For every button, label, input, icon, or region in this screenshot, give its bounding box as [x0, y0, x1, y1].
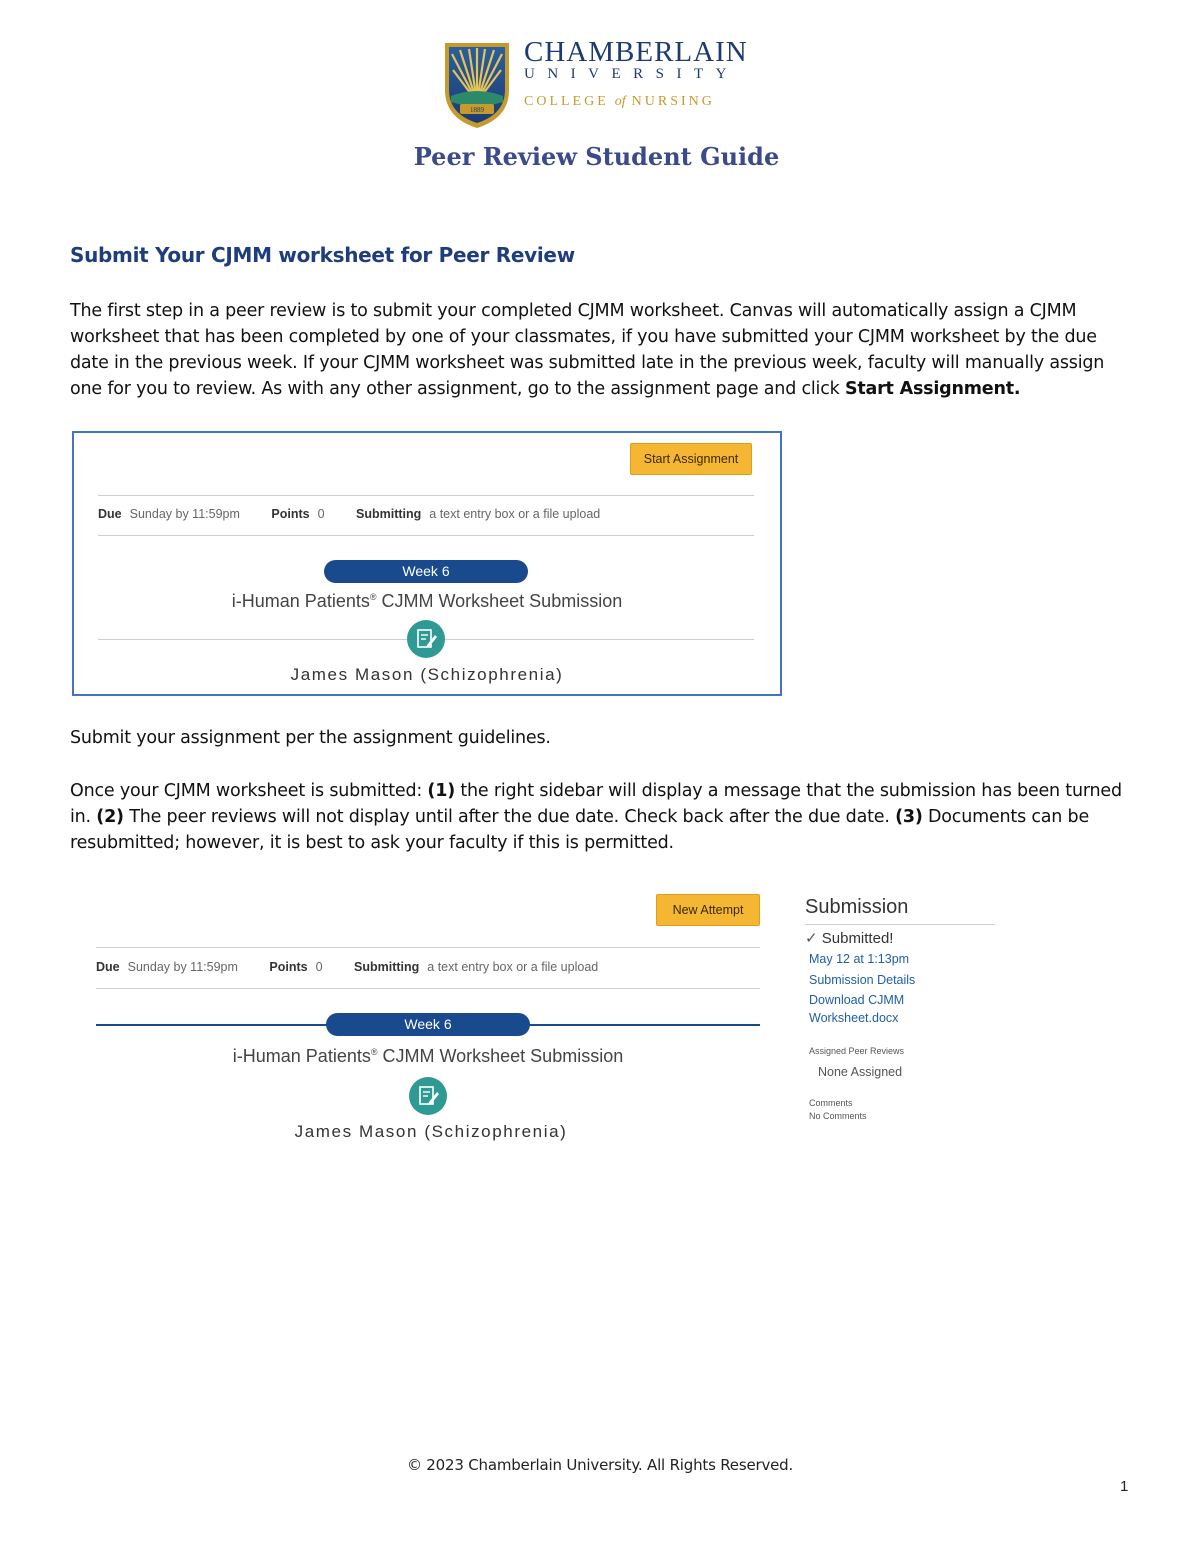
due-value: Sunday by 11:59pm — [129, 507, 240, 521]
download-worksheet-link[interactable] — [809, 993, 904, 1025]
logo-wordmark: CHAMBERLAIN — [524, 36, 748, 68]
submission-sidebar-title: Submission — [805, 896, 909, 918]
logo-university: UNIVERSITY — [524, 66, 739, 82]
assignment-title — [96, 1046, 760, 1067]
download-link-line-1: Download CJMM — [809, 993, 905, 1007]
logo-of-word: of — [614, 94, 626, 109]
submission-status — [805, 929, 893, 947]
comments-label: Comments — [809, 1098, 853, 1108]
section-heading: Submit Your CJMM worksheet for Peer Review — [70, 243, 575, 267]
assignment-meta — [98, 507, 600, 521]
comments-value: No Comments — [809, 1111, 867, 1121]
checkmark-icon: ✓ — [805, 930, 818, 947]
submission-details-link[interactable]: Submission Details — [809, 973, 916, 987]
intro-text: The first step in a peer review is to submit your completed CJMM worksheet. Canvas will automatically assign a CJMM worksheet that has been completed by one of your classmates, if you have submitted your CJMM worksheet by the due date in the previous week. If your CJMM worksheet was submitted late in the previous week, faculty will manually assign one for you to review. As with any other assignment, go to the assignment page and click — [70, 301, 1105, 399]
due-label: Due — [98, 507, 122, 521]
divider — [98, 495, 754, 496]
logo-nursing-word: NURSING — [631, 94, 715, 109]
new-attempt-button[interactable]: New Attempt — [656, 894, 760, 926]
submitting-label: Submitting — [356, 507, 422, 521]
submitting-value: a text entry box or a file upload — [427, 960, 599, 974]
week-badge: Week 6 — [324, 560, 528, 583]
submitting-value: a text entry box or a file upload — [429, 507, 601, 521]
due-label: Due — [96, 960, 120, 974]
logo-college-of-nursing — [524, 94, 715, 110]
logo-year: 1889 — [470, 106, 484, 114]
university-shield-logo — [442, 40, 512, 130]
registered-mark: ® — [370, 1047, 378, 1057]
after-submission-lead: Once your CJMM worksheet is submitted: — [70, 781, 428, 801]
divider — [96, 988, 760, 989]
intro-paragraph — [70, 298, 1140, 402]
due-value: Sunday by 11:59pm — [127, 960, 238, 974]
logo-college-word: COLLEGE — [524, 94, 609, 109]
divider — [98, 535, 754, 536]
peer-reviews-value: None Assigned — [818, 1065, 903, 1079]
patient-case-name: James Mason (Schizophrenia) — [294, 1122, 568, 1141]
registered-mark: ® — [369, 592, 377, 602]
start-assignment-emphasis: Start Assignment. — [844, 379, 1021, 399]
submitting-label: Submitting — [354, 960, 420, 974]
assignment-title — [74, 591, 780, 612]
download-link-line-2: Worksheet.docx — [809, 1011, 899, 1025]
points-value: 0 — [317, 507, 325, 521]
copyright-footer: © 2023 Chamberlain University. All Rights Reserved. — [406, 1456, 794, 1474]
divider — [805, 924, 995, 925]
assignment-title-prefix: i-Human Patients — [232, 1046, 371, 1066]
step-text-3: Documents can be resubmitted; however, it is best to ask your faculty if this is permitted. — [70, 807, 1090, 853]
points-label: Points — [271, 507, 310, 521]
patient-case-name: James Mason (Schizophrenia) — [290, 665, 564, 684]
assignment-title-prefix: i-Human Patients — [231, 591, 370, 611]
step-text-1: the right sidebar will display a message that the submission has been turned in. — [70, 781, 1122, 827]
after-submission-paragraph — [70, 778, 1140, 856]
assignment-title-suffix: CJMM Worksheet Submission — [377, 1046, 624, 1066]
submitted-assignment-screenshot — [96, 888, 762, 1158]
assigned-peer-reviews-label: Assigned Peer Reviews — [809, 1046, 905, 1056]
assignment-meta — [96, 960, 598, 974]
submission-date: May 12 at 1:13pm — [809, 952, 910, 966]
start-assignment-button[interactable]: Start Assignment — [630, 443, 752, 475]
week-badge: Week 6 — [326, 1013, 530, 1036]
document-title: Peer Review Student Guide — [413, 142, 780, 171]
points-value: 0 — [315, 960, 323, 974]
edit-document-icon — [409, 1077, 447, 1115]
submitted-label: Submitted! — [821, 930, 894, 947]
step-text-2: The peer reviews will not display until after the due date. Check back after the due date. — [123, 807, 896, 827]
points-label: Points — [269, 960, 308, 974]
edit-document-icon — [407, 620, 445, 658]
step-number-3: (3) — [895, 807, 923, 827]
divider — [96, 947, 760, 948]
step-number-1: (1) — [427, 781, 455, 801]
assignment-title-suffix: CJMM Worksheet Submission — [376, 591, 623, 611]
assignment-page-screenshot — [72, 431, 782, 696]
submit-instruction: Submit your assignment per the assignment guidelines. — [70, 728, 551, 748]
step-number-2: (2) — [96, 807, 124, 827]
page-number: 1 — [1120, 1478, 1129, 1495]
